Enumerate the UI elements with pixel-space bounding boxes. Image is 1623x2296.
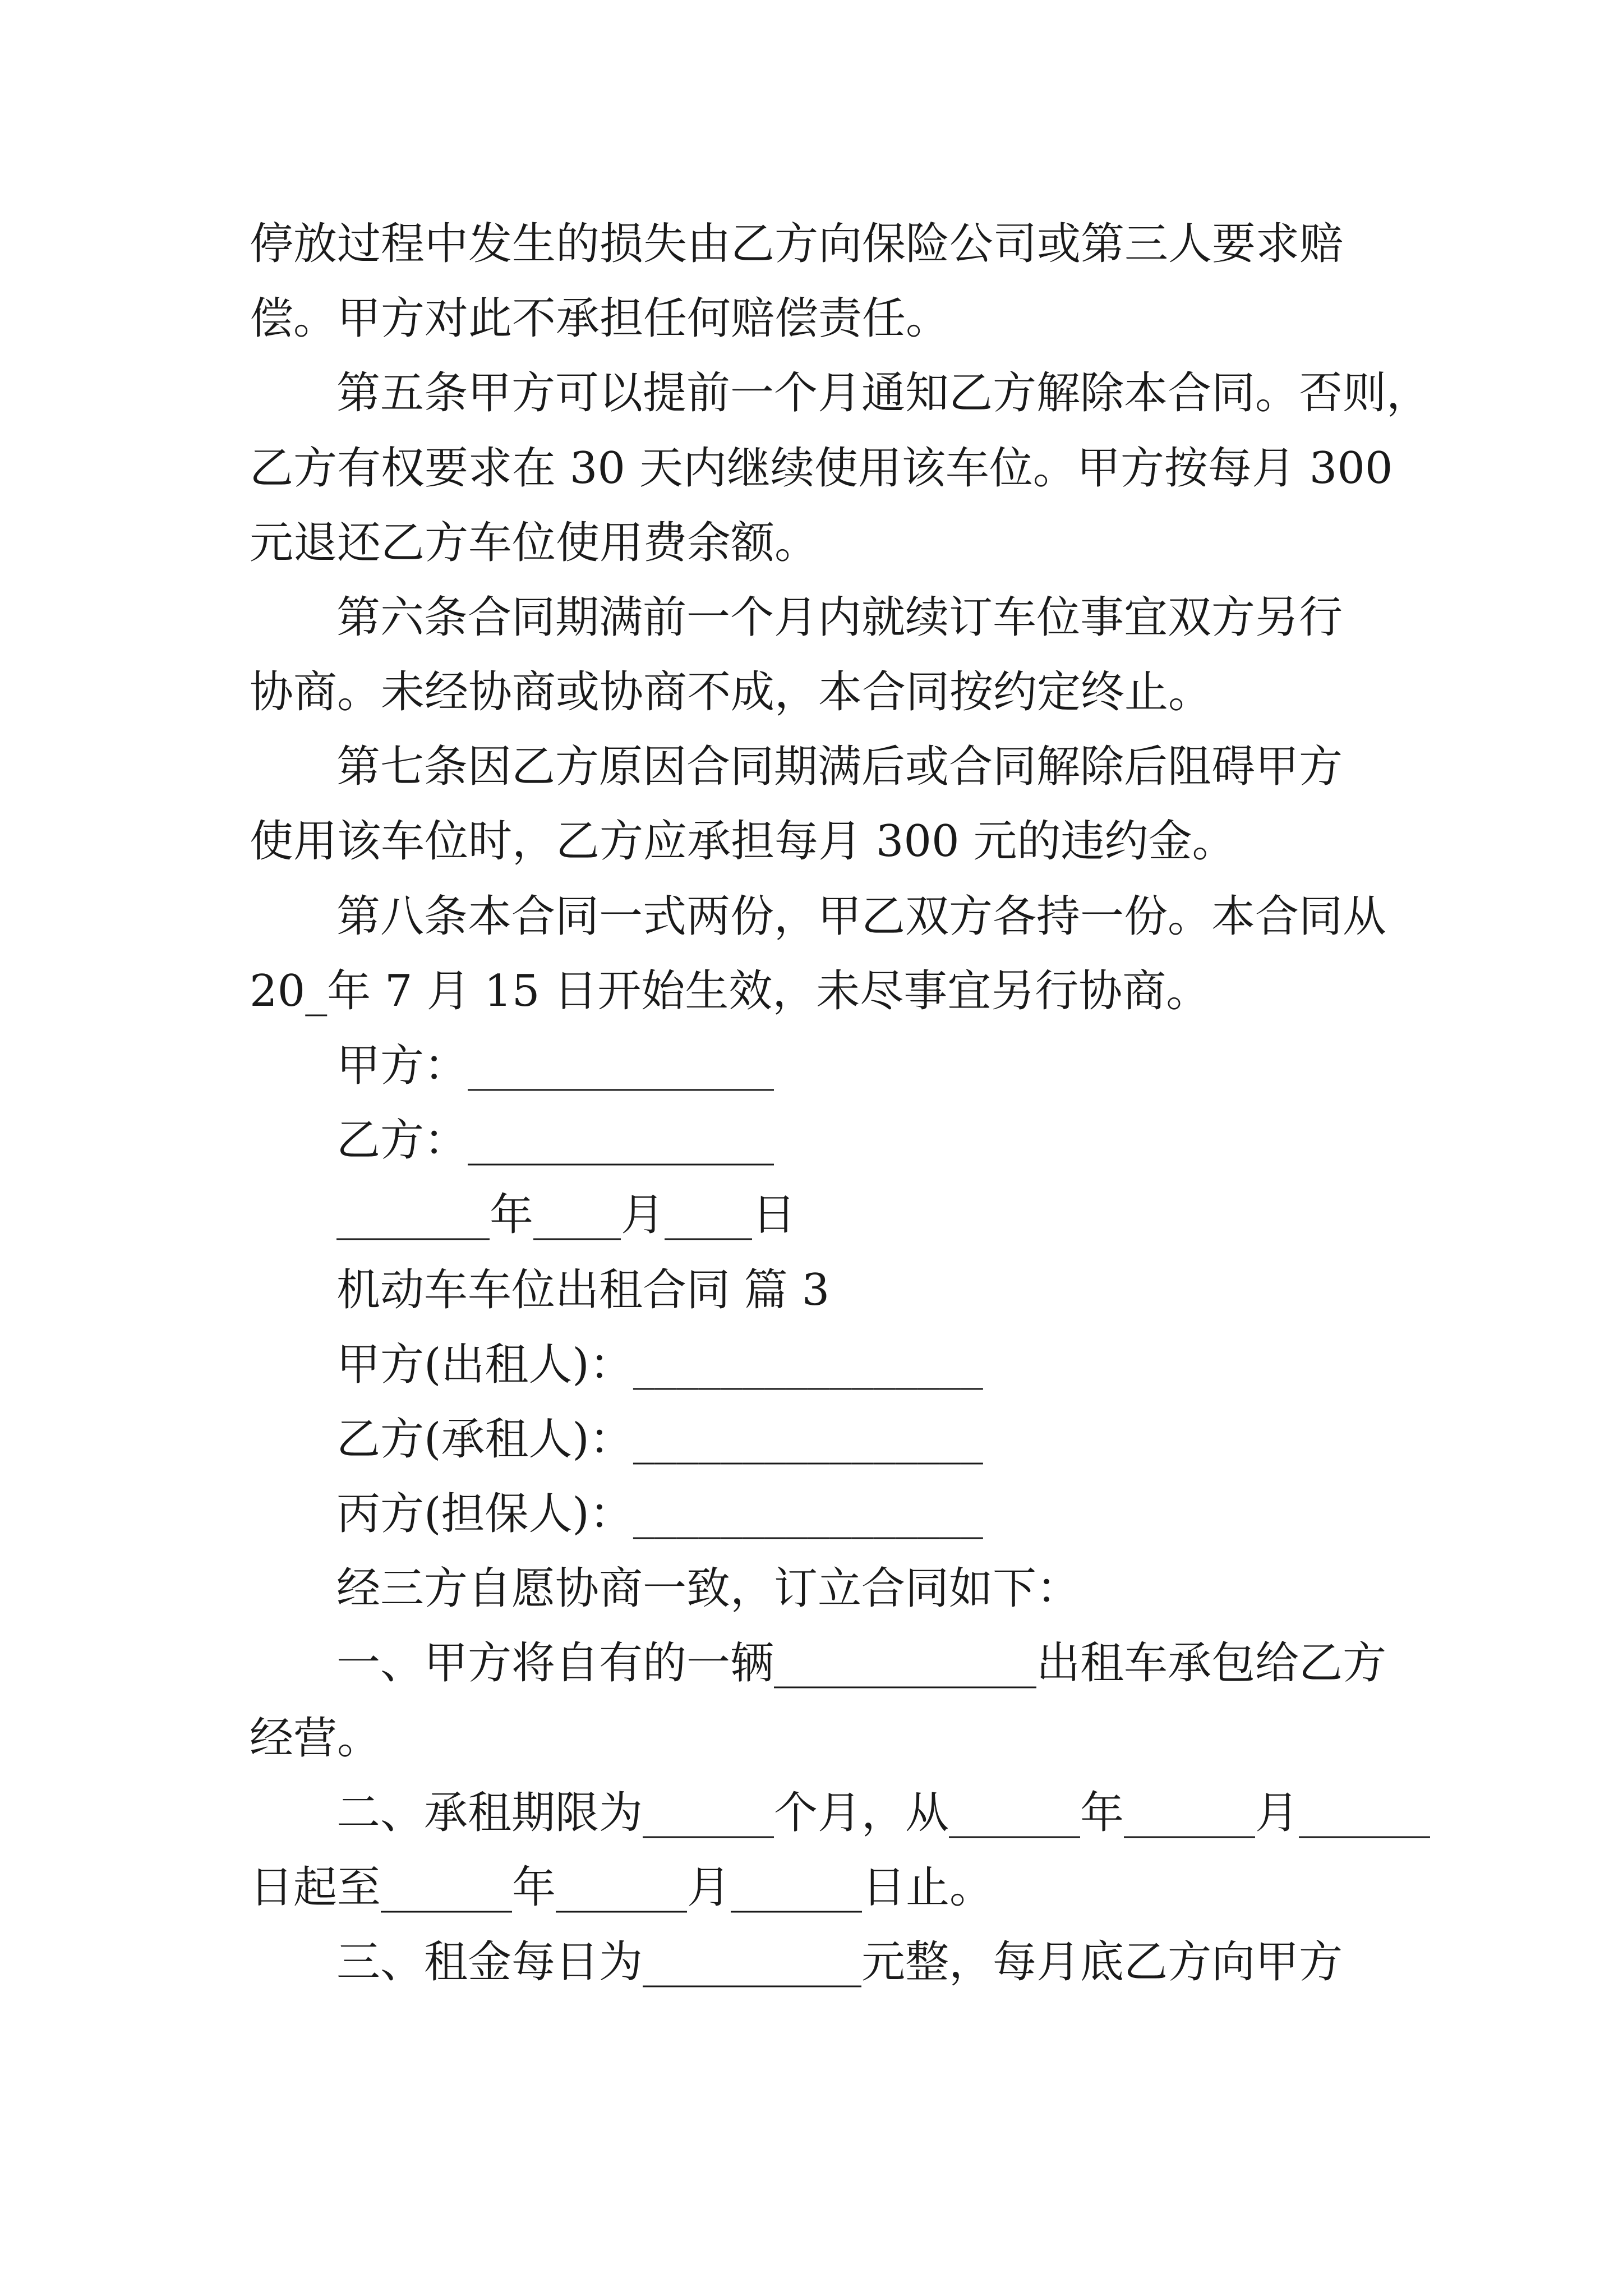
signature-line-party-a bbox=[336, 1041, 1514, 1091]
text-line bbox=[250, 667, 1427, 717]
text-line-content: 二、承租期限为______个月，从______年______月______ bbox=[336, 1788, 1431, 1838]
text-line-content: 经三方自愿协商一致，订立合同如下： bbox=[336, 1563, 1081, 1614]
text-line-content: 第五条甲方可以提前一个月通知乙方解除本合同。否则， bbox=[336, 368, 1431, 418]
text-line-content: 一、甲方将自有的一辆____________出租车承包给乙方 bbox=[336, 1638, 1387, 1688]
signature-line-party-b bbox=[336, 1115, 1514, 1166]
party-b-line bbox=[336, 1414, 1514, 1465]
text-line-content: 元退还乙方车位使用费余额。 bbox=[250, 518, 819, 568]
text-line bbox=[336, 891, 1514, 942]
text-line-content: 协商。未经协商或协商不成，本合同按约定终止。 bbox=[250, 667, 1212, 717]
text-line bbox=[250, 293, 1427, 344]
text-line-content: 日起至______年______月______日止。 bbox=[250, 1862, 994, 1913]
text-line bbox=[250, 443, 1427, 494]
text-line-content: 乙方有权要求在 30 天内继续使用该车位。甲方按每月 300 bbox=[250, 443, 1393, 494]
section-title bbox=[336, 1265, 1514, 1315]
text-line-content: 甲方(出租人)：________________ bbox=[336, 1340, 983, 1390]
text-line-content: 停放过程中发生的损失由乙方向保险公司或第三人要求赔 bbox=[250, 219, 1344, 269]
text-line bbox=[336, 1638, 1514, 1688]
text-line-content: 20_年 7 月 15 日开始生效，未尽事宜另行协商。 bbox=[250, 966, 1210, 1016]
text-line-content: _______年____月____日 bbox=[336, 1190, 796, 1240]
text-line-content: 机动车车位出租合同 篇 3 bbox=[336, 1265, 830, 1315]
text-line-content: 乙方：______________ bbox=[336, 1115, 774, 1166]
text-line-content: 经营。 bbox=[250, 1713, 381, 1764]
text-line-content: 第六条合同期满前一个月内就续订车位事宜双方另行 bbox=[336, 592, 1343, 643]
text-line-content: 乙方(承租人)：________________ bbox=[336, 1414, 983, 1465]
text-line bbox=[336, 1563, 1514, 1614]
text-line bbox=[250, 1713, 1427, 1764]
text-line bbox=[336, 742, 1514, 792]
text-line-content: 第八条本合同一式两份，甲乙双方各持一份。本合同从 bbox=[336, 891, 1387, 942]
date-line bbox=[336, 1190, 1514, 1240]
text-line-content: 使用该车位时，乙方应承担每月 300 元的违约金。 bbox=[250, 816, 1236, 867]
text-line bbox=[336, 368, 1514, 418]
text-line bbox=[336, 1788, 1514, 1838]
text-line-content: 第七条因乙方原因合同期满后或合同解除后阻碍甲方 bbox=[336, 742, 1343, 792]
text-line-content: 偿。甲方对此不承担任何赔偿责任。 bbox=[250, 293, 950, 344]
text-line bbox=[250, 816, 1427, 867]
party-a-line bbox=[336, 1340, 1514, 1390]
party-c-line bbox=[336, 1489, 1514, 1539]
text-line bbox=[336, 592, 1514, 643]
text-line-content: 甲方：______________ bbox=[336, 1041, 774, 1091]
text-line bbox=[250, 1862, 1427, 1913]
text-line-content: 三、租金每日为__________元整，每月底乙方向甲方 bbox=[336, 1937, 1343, 1987]
text-line bbox=[336, 1937, 1514, 1987]
text-line bbox=[250, 518, 1427, 568]
text-line bbox=[250, 219, 1427, 269]
text-line bbox=[250, 966, 1427, 1016]
text-line-content: 丙方(担保人)：________________ bbox=[336, 1489, 983, 1539]
